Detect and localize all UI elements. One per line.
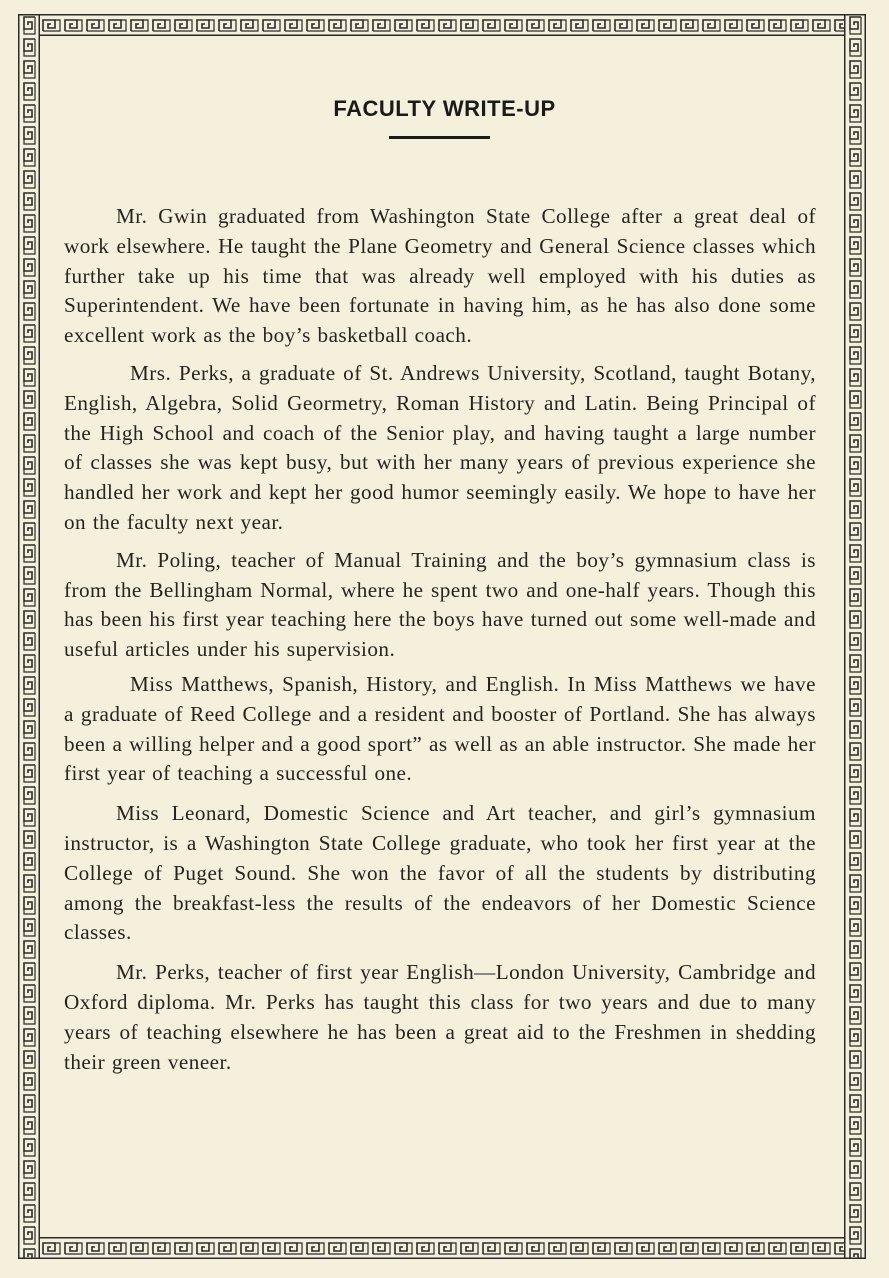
faculty-writeup-body <box>64 202 816 1085</box>
paragraph-poling: Mr. Poling, teacher of Manual Training and the boy’s gymnasium class is from the Bellingham Normal, where he spent two and one-half years. Though this has been his first year teaching here the boys have turned out some well-made and useful articles under his supervision. <box>64 547 816 662</box>
paragraph-mrs-perks: Mrs. Perks, a graduate of St. Andrews University, Scotland, taught Botany, English, Algebra, Solid Geormetry, Roman History and Latin. Being Principal of the High School and coach of the Senior play, and having taught a large number of classes she was kept busy, but with her many years of previous experience she handled her work and kept her good humor seemingly easily. We hope to have her on the faculty next year. <box>64 360 816 534</box>
paragraph-leonard: Miss Leonard, Domestic Science and Art teacher, and girl’s gymnasium instructor, is a Washington State College graduate, who took her first year at the College of Puget Sound. She won the favor of all the students by distributing among the breakfast-less the results of the endeavors of her Domestic Science classes. <box>64 801 816 945</box>
paragraph-mr-perks: Mr. Perks, teacher of first year English—London University, Cambridge and Oxford diploma. Mr. Perks has taught this class for two years and due to many years of teaching elsewhere he has been a great aid to the Freshmen in shedding their green veneer. <box>64 960 816 1074</box>
border-bottom <box>18 1237 866 1259</box>
page-title: FACULTY WRITE-UP <box>333 96 556 121</box>
paragraph-matthews: Miss Matthews, Spanish, History, and English. In Miss Matthews we have a graduate of Reed College and a resident and booster of Portland. She has always been a willing helper and a good sport” as well as an able instructor. She made her first year of teaching a successful one. <box>64 671 816 786</box>
paragraph-gwin: Mr. Gwin graduated from Washington State College after a great deal of work elsewhere. He taught the Plane Geometry and General Science classes which further take up his time that was already well employed with his duties as Superintendent. We have been fortunate in having him, as he has also done some excellent work as the boy’s basketball coach. <box>64 204 816 348</box>
title-underline <box>389 136 490 139</box>
border-top <box>18 14 866 36</box>
border-right <box>844 14 866 1259</box>
border-left <box>18 14 40 1259</box>
